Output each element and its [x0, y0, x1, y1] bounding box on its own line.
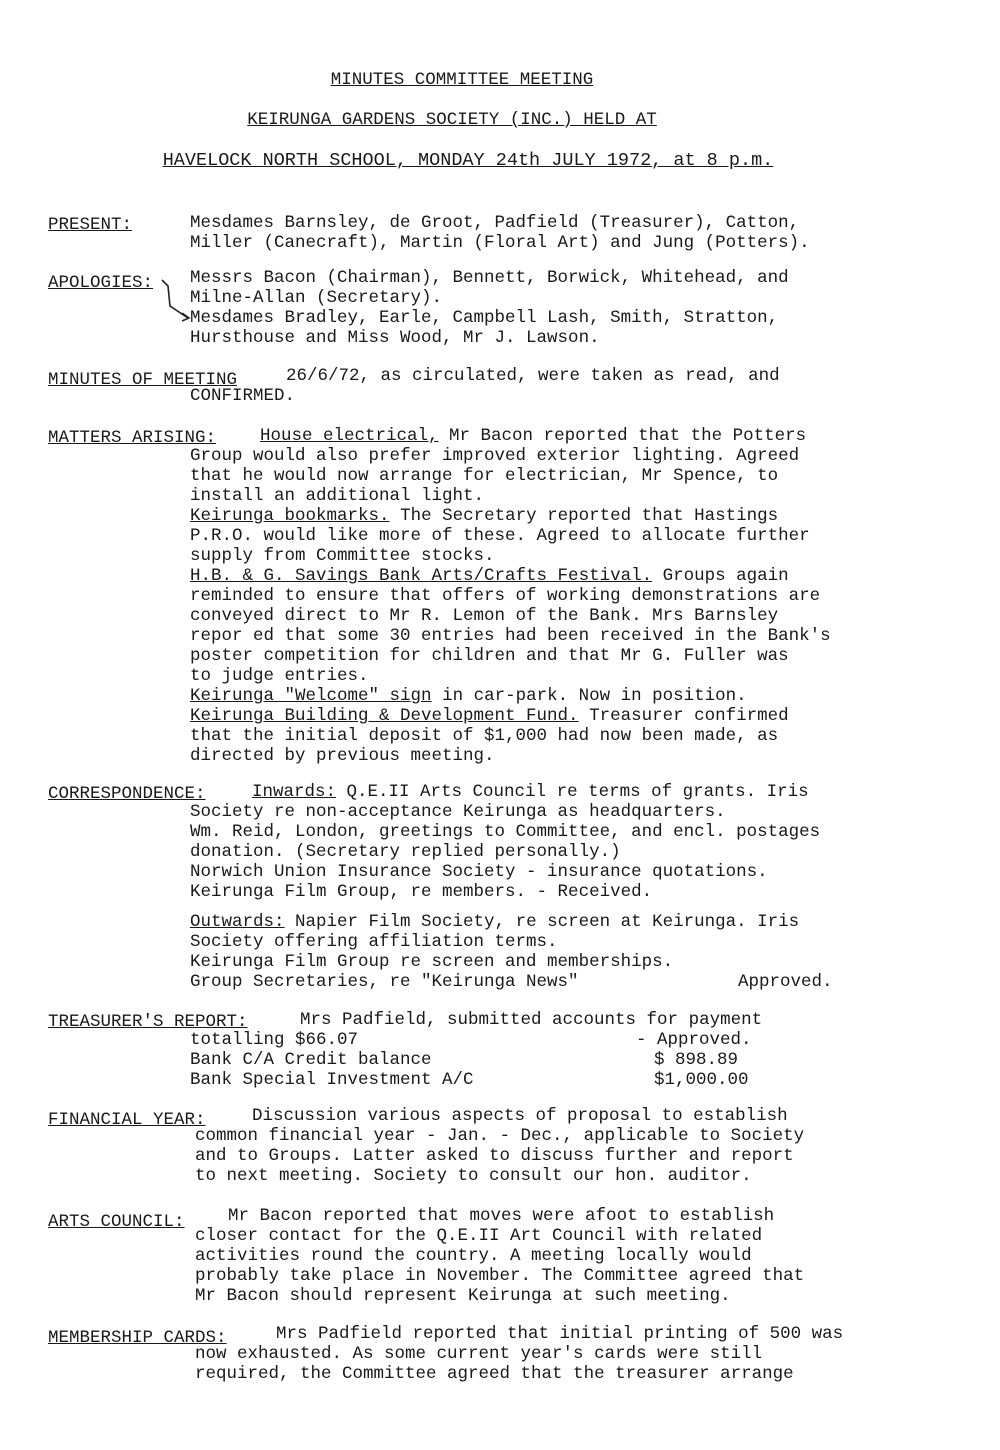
matters-arising-label: MATTERS ARISING:: [48, 428, 217, 448]
treasurer-amount: $ 898.89: [654, 1050, 739, 1070]
apologies-line: Hursthouse and Miss Wood, Mr J. Lawson.: [190, 328, 600, 348]
financial-line: to next meeting. Society to consult our hon. auditor.: [195, 1166, 752, 1186]
correspondence-line: donation. (Secretary replied personally.): [190, 842, 621, 862]
matters-text: Groups again: [662, 566, 789, 586]
membership-line: now exhausted. As some current year's cards were still: [195, 1344, 763, 1364]
correspondence-line: Group Secretaries, re "Keirunga News": [190, 972, 579, 992]
item-heading-festival: H.B. & G. Savings Bank Arts/Crafts Festival.: [190, 566, 653, 586]
matters-text: Mr Bacon reported that the Potters: [449, 426, 807, 446]
matters-line: [190, 686, 747, 706]
matters-line: reminded to ensure that offers of working demonstrations are: [190, 586, 821, 606]
treasurer-line: Mrs Padfield, submitted accounts for payment: [300, 1010, 763, 1030]
correspondence-text: Napier Film Society, re screen at Keirunga. Iris: [295, 912, 800, 932]
correspondence-line: Norwich Union Insurance Society - insurance quotations.: [190, 862, 768, 882]
matters-line: [190, 506, 778, 526]
minutes-label: MINUTES OF MEETING: [48, 370, 238, 390]
matters-line: that he would now arrange for electrician, Mr Spence, to: [190, 466, 779, 486]
matters-line: poster competition for children and that Mr G. Fuller was: [190, 646, 789, 666]
matters-line: that the initial deposit of $1,000 had now been made, as: [190, 726, 779, 746]
minutes-text: 26/6/72, as circulated, were taken as read, and: [286, 366, 780, 386]
matters-line: [190, 566, 789, 586]
correspondence-line: Society offering affiliation terms.: [190, 932, 558, 952]
financial-year-label: FINANCIAL YEAR:: [48, 1110, 206, 1130]
arts-line: Mr Bacon reported that moves were afoot to establish: [228, 1206, 775, 1226]
meeting-venue-date: HAVELOCK NORTH SCHOOL, MONDAY 24th JULY 1972, at 8 p.m.: [162, 150, 774, 171]
apologies-line: Mesdames Bradley, Earle, Campbell Lash, Smith, Stratton,: [190, 308, 779, 328]
item-heading-building-fund: Keirunga Building & Development Fund.: [190, 706, 579, 726]
treasurer-line: Bank C/A Credit balance: [190, 1050, 432, 1070]
matters-line: supply from Committee stocks.: [190, 546, 495, 566]
matters-text: The Secretary reported that Hastings: [400, 506, 779, 526]
matters-line: P.R.O. would like more of these. Agreed to allocate further: [190, 526, 810, 546]
outwards-label: Outwards:: [190, 912, 285, 932]
apologies-line: Milne-Allan (Secretary).: [190, 288, 443, 308]
correspondence-line: Keirunga Film Group re screen and memberships.: [190, 952, 674, 972]
item-heading-bookmarks: Keirunga bookmarks.: [190, 506, 390, 526]
present-label: PRESENT:: [48, 215, 133, 235]
present-line: Mesdames Barnsley, de Groot, Padfield (Treasurer), Catton,: [190, 213, 800, 233]
treasurer-amount: - Approved.: [636, 1030, 752, 1050]
item-heading-house-electrical: House electrical,: [260, 426, 439, 446]
correspondence-text: Q.E.II Arts Council re terms of grants. Iris: [346, 782, 809, 802]
treasurer-line: Bank Special Investment A/C: [190, 1070, 474, 1090]
correspondence-label: CORRESPONDENCE:: [48, 784, 206, 804]
correspondence-line: [190, 912, 799, 932]
arts-line: activities round the country. A meeting locally would: [195, 1246, 752, 1266]
approved-note: Approved.: [738, 972, 833, 992]
apologies-label: APOLOGIES:: [48, 273, 154, 293]
correspondence-line: Society re non-acceptance Keirunga as headquarters.: [190, 802, 726, 822]
apologies-line: Messrs Bacon (Chairman), Bennett, Borwick, Whitehead, and: [190, 268, 789, 288]
treasurer-report-label: TREASURER'S REPORT:: [48, 1012, 248, 1032]
matters-line: to judge entries.: [190, 666, 369, 686]
matters-text: Treasurer confirmed: [589, 706, 789, 726]
document-title: MINUTES COMMITTEE MEETING: [330, 70, 594, 90]
financial-line: and to Groups. Latter asked to discuss further and report: [195, 1146, 794, 1166]
arts-line: closer contact for the Q.E.II Art Council with related: [195, 1226, 763, 1246]
matters-line: [260, 426, 806, 446]
membership-line: required, the Committee agreed that the treasurer arrange: [195, 1364, 794, 1384]
matters-line: Group would also prefer improved exterior lighting. Agreed: [190, 446, 800, 466]
membership-cards-label: MEMBERSHIP CARDS:: [48, 1328, 227, 1348]
item-heading-welcome-sign: Keirunga "Welcome" sign: [190, 686, 432, 706]
document-subtitle: KEIRUNGA GARDENS SOCIETY (INC.) HELD AT: [247, 110, 657, 130]
correspondence-line: Keirunga Film Group, re members. - Received.: [190, 882, 653, 902]
handwritten-bracket-arrow-icon: [158, 278, 194, 324]
arts-line: probably take place in November. The Committee agreed that: [195, 1266, 805, 1286]
inwards-label: Inwards:: [252, 782, 337, 802]
financial-line: Discussion various aspects of proposal to establish: [252, 1106, 788, 1126]
membership-line: Mrs Padfield reported that initial printing of 500 was: [276, 1324, 844, 1344]
correspondence-line: [252, 782, 809, 802]
matters-line: conveyed direct to Mr R. Lemon of the Bank. Mrs Barnsley: [190, 606, 779, 626]
arts-line: Mr Bacon should represent Keirunga at such meeting.: [195, 1286, 731, 1306]
treasurer-line: totalling $66.07: [190, 1030, 359, 1050]
treasurer-amount: $1,000.00: [654, 1070, 749, 1090]
matters-line: install an additional light.: [190, 486, 485, 506]
matters-line: repor ed that some 30 entries had been received in the Bank's: [190, 626, 831, 646]
matters-line: [190, 706, 789, 726]
matters-line: directed by previous meeting.: [190, 746, 495, 766]
correspondence-line: Wm. Reid, London, greetings to Committee, and encl. postages: [190, 822, 821, 842]
arts-council-label: ARTS COUNCIL:: [48, 1212, 185, 1232]
financial-line: common financial year - Jan. - Dec., applicable to Society: [195, 1126, 805, 1146]
present-line: Miller (Canecraft), Martin (Floral Art) and Jung (Potters).: [190, 233, 810, 253]
minutes-text: CONFIRMED.: [190, 386, 296, 406]
matters-text: in car-park. Now in position.: [442, 686, 747, 706]
